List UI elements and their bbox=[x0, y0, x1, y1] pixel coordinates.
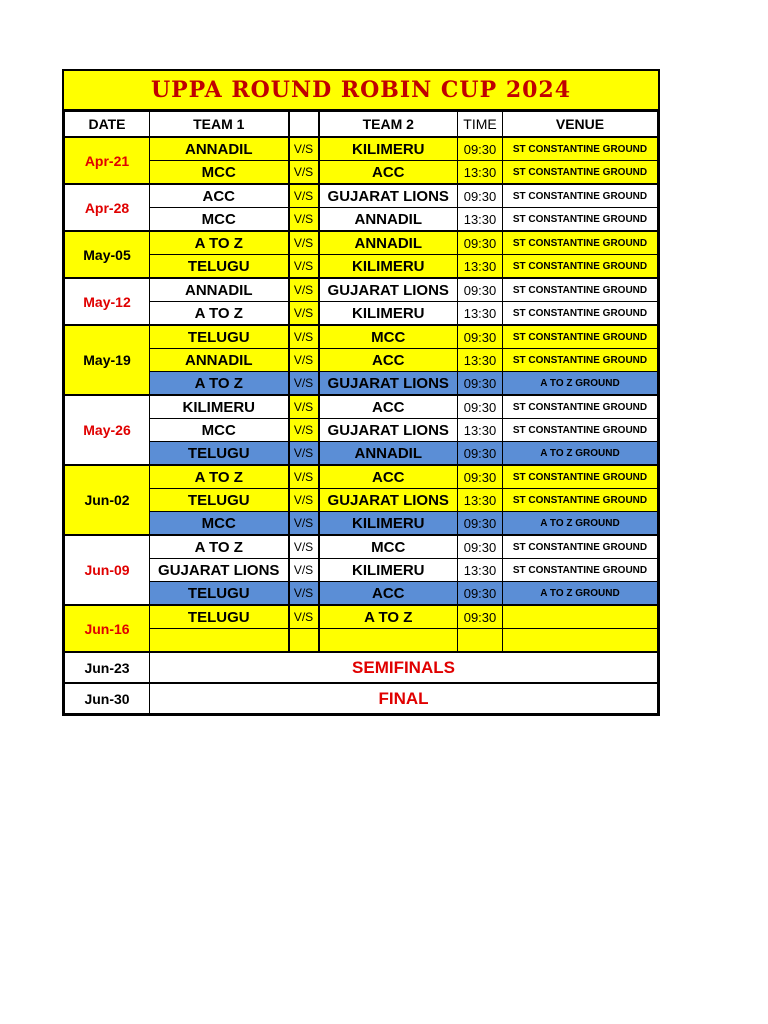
time-cell: 09:30 bbox=[458, 442, 503, 466]
venue-cell: A TO Z GROUND bbox=[503, 512, 658, 536]
vs-cell: V/S bbox=[289, 395, 319, 419]
match-row bbox=[65, 255, 658, 279]
venue-cell: ST CONSTANTINE GROUND bbox=[503, 535, 658, 559]
vs-cell: V/S bbox=[289, 419, 319, 442]
time-cell: 13:30 bbox=[458, 255, 503, 279]
match-row bbox=[65, 137, 658, 161]
venue-cell: ST CONSTANTINE GROUND bbox=[503, 255, 658, 279]
team2-cell: GUJARAT LIONS bbox=[319, 489, 458, 512]
match-row bbox=[65, 395, 658, 419]
vs-cell: V/S bbox=[289, 489, 319, 512]
venue-cell: A TO Z GROUND bbox=[503, 372, 658, 396]
vs-cell: V/S bbox=[289, 582, 319, 606]
header-venue: VENUE bbox=[503, 112, 658, 138]
match-row bbox=[65, 302, 658, 326]
match-row bbox=[65, 231, 658, 255]
sheet-title: UPPA ROUND ROBIN CUP 2024 bbox=[64, 71, 658, 111]
team1-cell: GUJARAT LIONS bbox=[150, 559, 289, 582]
venue-cell bbox=[503, 629, 658, 653]
match-date: Apr-21 bbox=[65, 137, 150, 184]
team2-cell: ACC bbox=[319, 465, 458, 489]
time-cell: 09:30 bbox=[458, 535, 503, 559]
time-cell: 13:30 bbox=[458, 489, 503, 512]
vs-cell: V/S bbox=[289, 442, 319, 466]
vs-cell: V/S bbox=[289, 605, 319, 629]
venue-cell: ST CONSTANTINE GROUND bbox=[503, 231, 658, 255]
match-date: May-19 bbox=[65, 325, 150, 395]
team1-cell: TELUGU bbox=[150, 442, 289, 466]
match-date: Jun-09 bbox=[65, 535, 150, 605]
header-row bbox=[65, 112, 658, 138]
venue-cell: ST CONSTANTINE GROUND bbox=[503, 465, 658, 489]
special-row bbox=[65, 683, 658, 714]
venue-cell: A TO Z GROUND bbox=[503, 582, 658, 606]
header-team1: TEAM 1 bbox=[150, 112, 289, 138]
team2-cell: ANNADIL bbox=[319, 231, 458, 255]
match-date: Jun-16 bbox=[65, 605, 150, 652]
venue-cell: ST CONSTANTINE GROUND bbox=[503, 302, 658, 326]
header-time: TIME bbox=[458, 112, 503, 138]
header-date: DATE bbox=[65, 112, 150, 138]
team1-cell: TELUGU bbox=[150, 582, 289, 606]
vs-cell: V/S bbox=[289, 372, 319, 396]
time-cell: 13:30 bbox=[458, 161, 503, 185]
team2-cell: MCC bbox=[319, 325, 458, 349]
time-cell: 09:30 bbox=[458, 372, 503, 396]
venue-cell: ST CONSTANTINE GROUND bbox=[503, 137, 658, 161]
vs-cell: V/S bbox=[289, 231, 319, 255]
venue-cell: ST CONSTANTINE GROUND bbox=[503, 161, 658, 185]
team2-cell: ACC bbox=[319, 161, 458, 185]
venue-cell: ST CONSTANTINE GROUND bbox=[503, 184, 658, 208]
team1-cell: TELUGU bbox=[150, 325, 289, 349]
match-row bbox=[65, 372, 658, 396]
match-row bbox=[65, 419, 658, 442]
vs-cell: V/S bbox=[289, 535, 319, 559]
vs-cell: V/S bbox=[289, 137, 319, 161]
team2-cell: KILIMERU bbox=[319, 137, 458, 161]
match-row bbox=[65, 442, 658, 466]
team1-cell: A TO Z bbox=[150, 535, 289, 559]
time-cell: 09:30 bbox=[458, 184, 503, 208]
special-date: Jun-30 bbox=[65, 683, 150, 714]
team1-cell: ACC bbox=[150, 184, 289, 208]
match-row bbox=[65, 535, 658, 559]
team1-cell: MCC bbox=[150, 208, 289, 232]
match-date: Jun-02 bbox=[65, 465, 150, 535]
special-label: FINAL bbox=[150, 683, 658, 714]
time-cell: 09:30 bbox=[458, 325, 503, 349]
match-row bbox=[65, 325, 658, 349]
vs-cell: V/S bbox=[289, 161, 319, 185]
match-date: May-05 bbox=[65, 231, 150, 278]
time-cell: 09:30 bbox=[458, 582, 503, 606]
vs-cell bbox=[289, 629, 319, 653]
vs-cell: V/S bbox=[289, 349, 319, 372]
venue-cell bbox=[503, 605, 658, 629]
special-label: SEMIFINALS bbox=[150, 652, 658, 683]
time-cell: 09:30 bbox=[458, 137, 503, 161]
vs-cell: V/S bbox=[289, 512, 319, 536]
match-row bbox=[65, 278, 658, 302]
venue-cell: ST CONSTANTINE GROUND bbox=[503, 419, 658, 442]
team2-cell: GUJARAT LIONS bbox=[319, 372, 458, 396]
venue-cell: ST CONSTANTINE GROUND bbox=[503, 278, 658, 302]
match-row bbox=[65, 559, 658, 582]
team1-cell: A TO Z bbox=[150, 302, 289, 326]
team2-cell: ACC bbox=[319, 349, 458, 372]
team1-cell: A TO Z bbox=[150, 372, 289, 396]
time-cell: 09:30 bbox=[458, 278, 503, 302]
team2-cell: A TO Z bbox=[319, 605, 458, 629]
match-date: Apr-28 bbox=[65, 184, 150, 231]
team2-cell: KILIMERU bbox=[319, 302, 458, 326]
match-row bbox=[65, 208, 658, 232]
venue-cell: ST CONSTANTINE GROUND bbox=[503, 395, 658, 419]
team1-cell: ANNADIL bbox=[150, 137, 289, 161]
team1-cell: MCC bbox=[150, 419, 289, 442]
vs-cell: V/S bbox=[289, 325, 319, 349]
team1-cell: A TO Z bbox=[150, 231, 289, 255]
match-row bbox=[65, 629, 658, 653]
team2-cell: GUJARAT LIONS bbox=[319, 419, 458, 442]
match-row bbox=[65, 489, 658, 512]
team1-cell: ANNADIL bbox=[150, 349, 289, 372]
schedule-table bbox=[64, 111, 658, 714]
team1-cell: A TO Z bbox=[150, 465, 289, 489]
team2-cell: ACC bbox=[319, 395, 458, 419]
vs-cell: V/S bbox=[289, 302, 319, 326]
team2-cell: GUJARAT LIONS bbox=[319, 278, 458, 302]
schedule-sheet bbox=[62, 69, 660, 716]
time-cell: 09:30 bbox=[458, 231, 503, 255]
team1-cell bbox=[150, 629, 289, 653]
time-cell: 09:30 bbox=[458, 465, 503, 489]
match-row bbox=[65, 349, 658, 372]
team2-cell: ANNADIL bbox=[319, 442, 458, 466]
special-date: Jun-23 bbox=[65, 652, 150, 683]
venue-cell: ST CONSTANTINE GROUND bbox=[503, 208, 658, 232]
time-cell bbox=[458, 629, 503, 653]
venue-cell: ST CONSTANTINE GROUND bbox=[503, 349, 658, 372]
match-row bbox=[65, 465, 658, 489]
team1-cell: TELUGU bbox=[150, 605, 289, 629]
time-cell: 13:30 bbox=[458, 419, 503, 442]
match-row bbox=[65, 161, 658, 185]
time-cell: 09:30 bbox=[458, 395, 503, 419]
vs-cell: V/S bbox=[289, 208, 319, 232]
team1-cell: MCC bbox=[150, 512, 289, 536]
match-date: May-12 bbox=[65, 278, 150, 325]
venue-cell: ST CONSTANTINE GROUND bbox=[503, 489, 658, 512]
time-cell: 13:30 bbox=[458, 302, 503, 326]
team2-cell: KILIMERU bbox=[319, 512, 458, 536]
team2-cell: KILIMERU bbox=[319, 255, 458, 279]
time-cell: 09:30 bbox=[458, 605, 503, 629]
time-cell: 13:30 bbox=[458, 559, 503, 582]
header-vs bbox=[289, 112, 319, 138]
venue-cell: ST CONSTANTINE GROUND bbox=[503, 559, 658, 582]
match-row bbox=[65, 512, 658, 536]
team1-cell: TELUGU bbox=[150, 489, 289, 512]
team2-cell: ANNADIL bbox=[319, 208, 458, 232]
venue-cell: ST CONSTANTINE GROUND bbox=[503, 325, 658, 349]
special-row bbox=[65, 652, 658, 683]
time-cell: 13:30 bbox=[458, 349, 503, 372]
match-row bbox=[65, 582, 658, 606]
team2-cell: MCC bbox=[319, 535, 458, 559]
team1-cell: ANNADIL bbox=[150, 278, 289, 302]
time-cell: 13:30 bbox=[458, 208, 503, 232]
team1-cell: MCC bbox=[150, 161, 289, 185]
vs-cell: V/S bbox=[289, 465, 319, 489]
match-date: May-26 bbox=[65, 395, 150, 465]
team2-cell: GUJARAT LIONS bbox=[319, 184, 458, 208]
vs-cell: V/S bbox=[289, 184, 319, 208]
match-row bbox=[65, 605, 658, 629]
team2-cell bbox=[319, 629, 458, 653]
time-cell: 09:30 bbox=[458, 512, 503, 536]
vs-cell: V/S bbox=[289, 255, 319, 279]
team1-cell: TELUGU bbox=[150, 255, 289, 279]
team2-cell: KILIMERU bbox=[319, 559, 458, 582]
team2-cell: ACC bbox=[319, 582, 458, 606]
venue-cell: A TO Z GROUND bbox=[503, 442, 658, 466]
vs-cell: V/S bbox=[289, 278, 319, 302]
vs-cell: V/S bbox=[289, 559, 319, 582]
match-row bbox=[65, 184, 658, 208]
header-team2: TEAM 2 bbox=[319, 112, 458, 138]
team1-cell: KILIMERU bbox=[150, 395, 289, 419]
